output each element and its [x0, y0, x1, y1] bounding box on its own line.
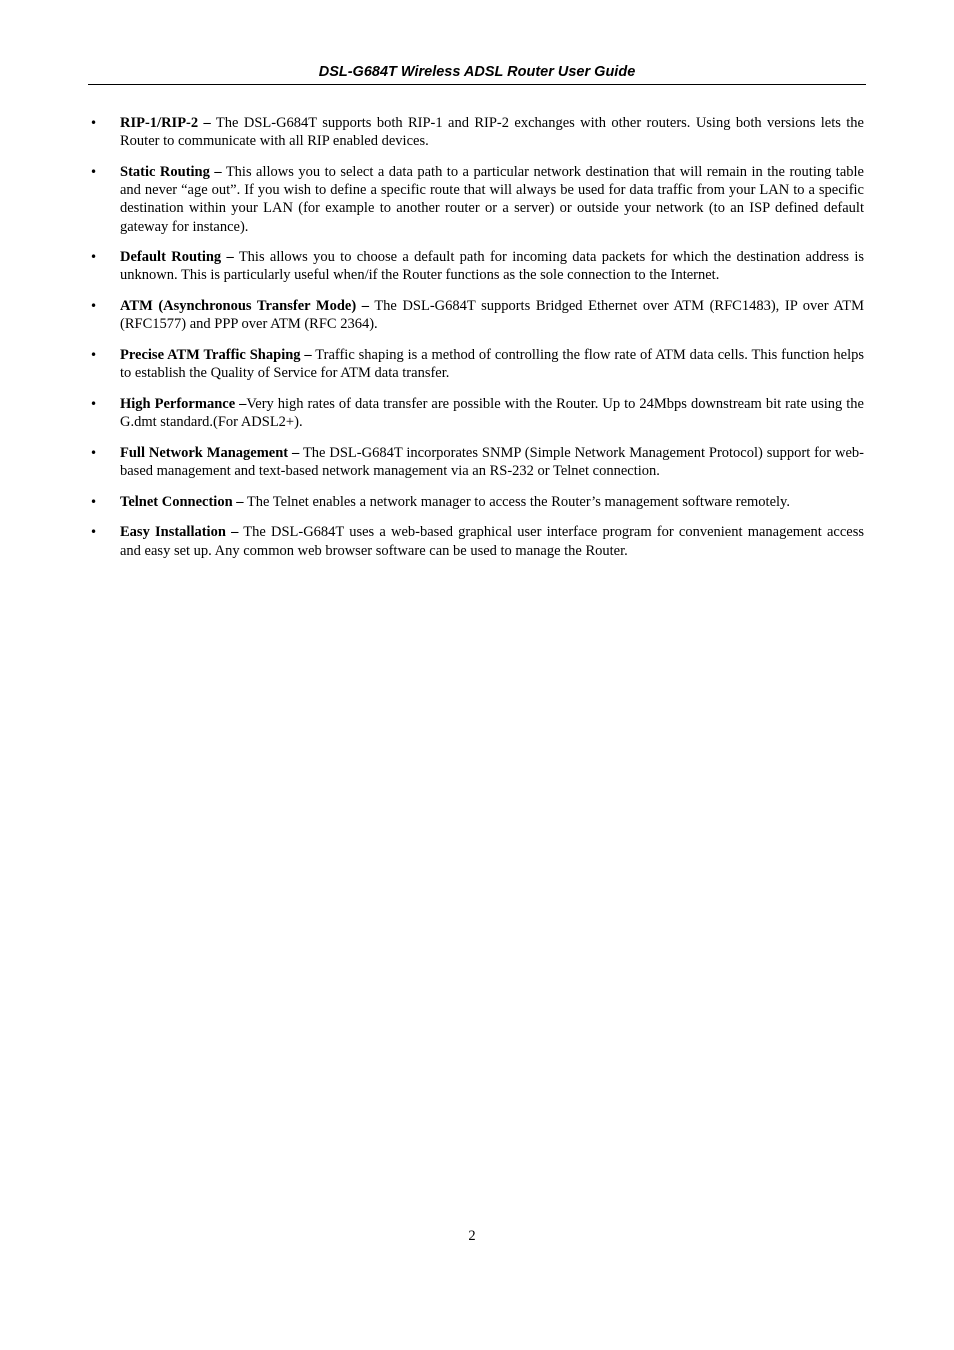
feature-description: Traffic shaping is a method of controlling the flow rate of ATM data cells. This function helps to establish the Quality of Service for ATM data transfer.: [120, 347, 864, 382]
feature-term: Precise ATM Traffic Shaping –: [120, 347, 312, 364]
feature-description: Very high rates of data transfer are possible with the Router. Up to 24Mbps downstream bit rate using the G.dmt standard.(For ADSL2+).: [120, 395, 864, 431]
bullet-icon: •: [90, 494, 98, 509]
feature-term: Full Network Management –: [120, 444, 300, 461]
bullet-icon: •: [90, 299, 98, 314]
list-item: [88, 248, 864, 284]
feature-list: [88, 114, 864, 572]
feature-term: Static Routing –: [120, 163, 222, 180]
feature-term: Easy Installation –: [120, 524, 239, 541]
list-item: [88, 395, 864, 431]
feature-term: Telnet Connection –: [120, 493, 244, 510]
bullet-icon: •: [90, 250, 98, 265]
feature-description: The DSL-G684T uses a web-based graphical user interface program for convenient management access and easy set up. Any common web browser software can be used to manage the Router.: [120, 524, 864, 559]
page-header: [88, 62, 866, 85]
bullet-icon: •: [90, 348, 98, 363]
feature-term: RIP-1/RIP-2 –: [120, 115, 211, 131]
document-title: DSL-G684T Wireless ADSL Router User Guide: [318, 64, 636, 80]
list-item: [88, 163, 864, 236]
bullet-icon: •: [90, 396, 98, 411]
list-item: [88, 523, 864, 559]
feature-description: This allows you to choose a default path for incoming data packets for which the destination address is unknown. This is particularly useful when/if the Router functions as the sole connection to the Internet.: [120, 249, 864, 284]
feature-term: ATM (Asynchronous Transfer Mode) –: [120, 298, 369, 315]
feature-description: The DSL-G684T supports Bridged Ethernet over ATM (RFC1483), IP over ATM (RFC1577) and PPP over ATM (RFC 2364).: [120, 298, 864, 333]
list-item: [88, 346, 864, 382]
feature-description: The DSL-G684T incorporates SNMP (Simple Network Management Protocol) support for web-based management and text-based network management via an RS-232 or Telnet connection.: [120, 444, 864, 480]
bullet-icon: •: [90, 116, 98, 130]
feature-term: High Performance –: [120, 395, 247, 412]
list-item: [88, 493, 900, 511]
feature-term: Default Routing –: [120, 249, 234, 266]
page-number: 2: [468, 1228, 476, 1244]
list-item: [88, 297, 864, 333]
bullet-icon: •: [90, 525, 98, 540]
bullet-icon: •: [90, 445, 98, 460]
feature-description: The DSL-G684T supports both RIP-1 and RIP-2 exchanges with other routers. Using both versions lets the Router to communicate with all RIP enabled devices.: [120, 115, 864, 150]
list-item: [88, 444, 864, 480]
bullet-icon: •: [90, 164, 98, 179]
list-item: [88, 114, 864, 150]
feature-description: The Telnet enables a network manager to access the Router’s management software remotely.: [246, 493, 790, 510]
feature-description: This allows you to select a data path to a particular network destination that will remain in the routing table and never “age out”. If you wish to define a specific route that will always be used for data traffic from your LAN to a specific destination within your LAN (for example to another router or a server) or outside your network (to an ISP defined default gateway for instance).: [120, 163, 864, 235]
